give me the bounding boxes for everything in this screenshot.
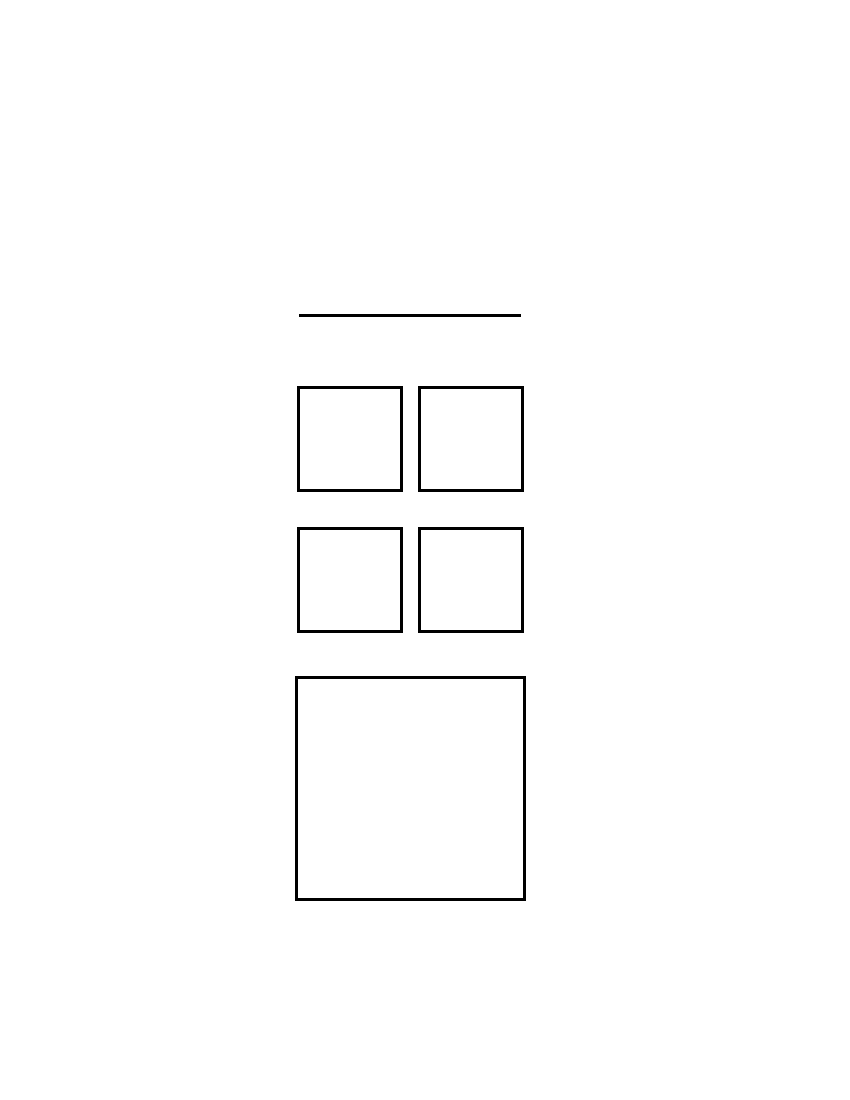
contour-frame xyxy=(295,676,526,901)
overlay-panel-left xyxy=(297,386,403,492)
particle-motion-corrected xyxy=(421,530,521,630)
particle-motion-panel-original xyxy=(297,527,403,633)
contour-y-axis-label xyxy=(238,679,256,899)
particle-motion-panel-corrected xyxy=(418,527,524,633)
waveform-traces xyxy=(290,160,535,312)
overlay-panel-right xyxy=(418,386,524,492)
overlay-waveforms-right xyxy=(421,389,521,489)
time-axis-line xyxy=(299,314,521,317)
particle-motion-original xyxy=(300,530,400,630)
overlay-waveforms-left xyxy=(300,389,400,489)
